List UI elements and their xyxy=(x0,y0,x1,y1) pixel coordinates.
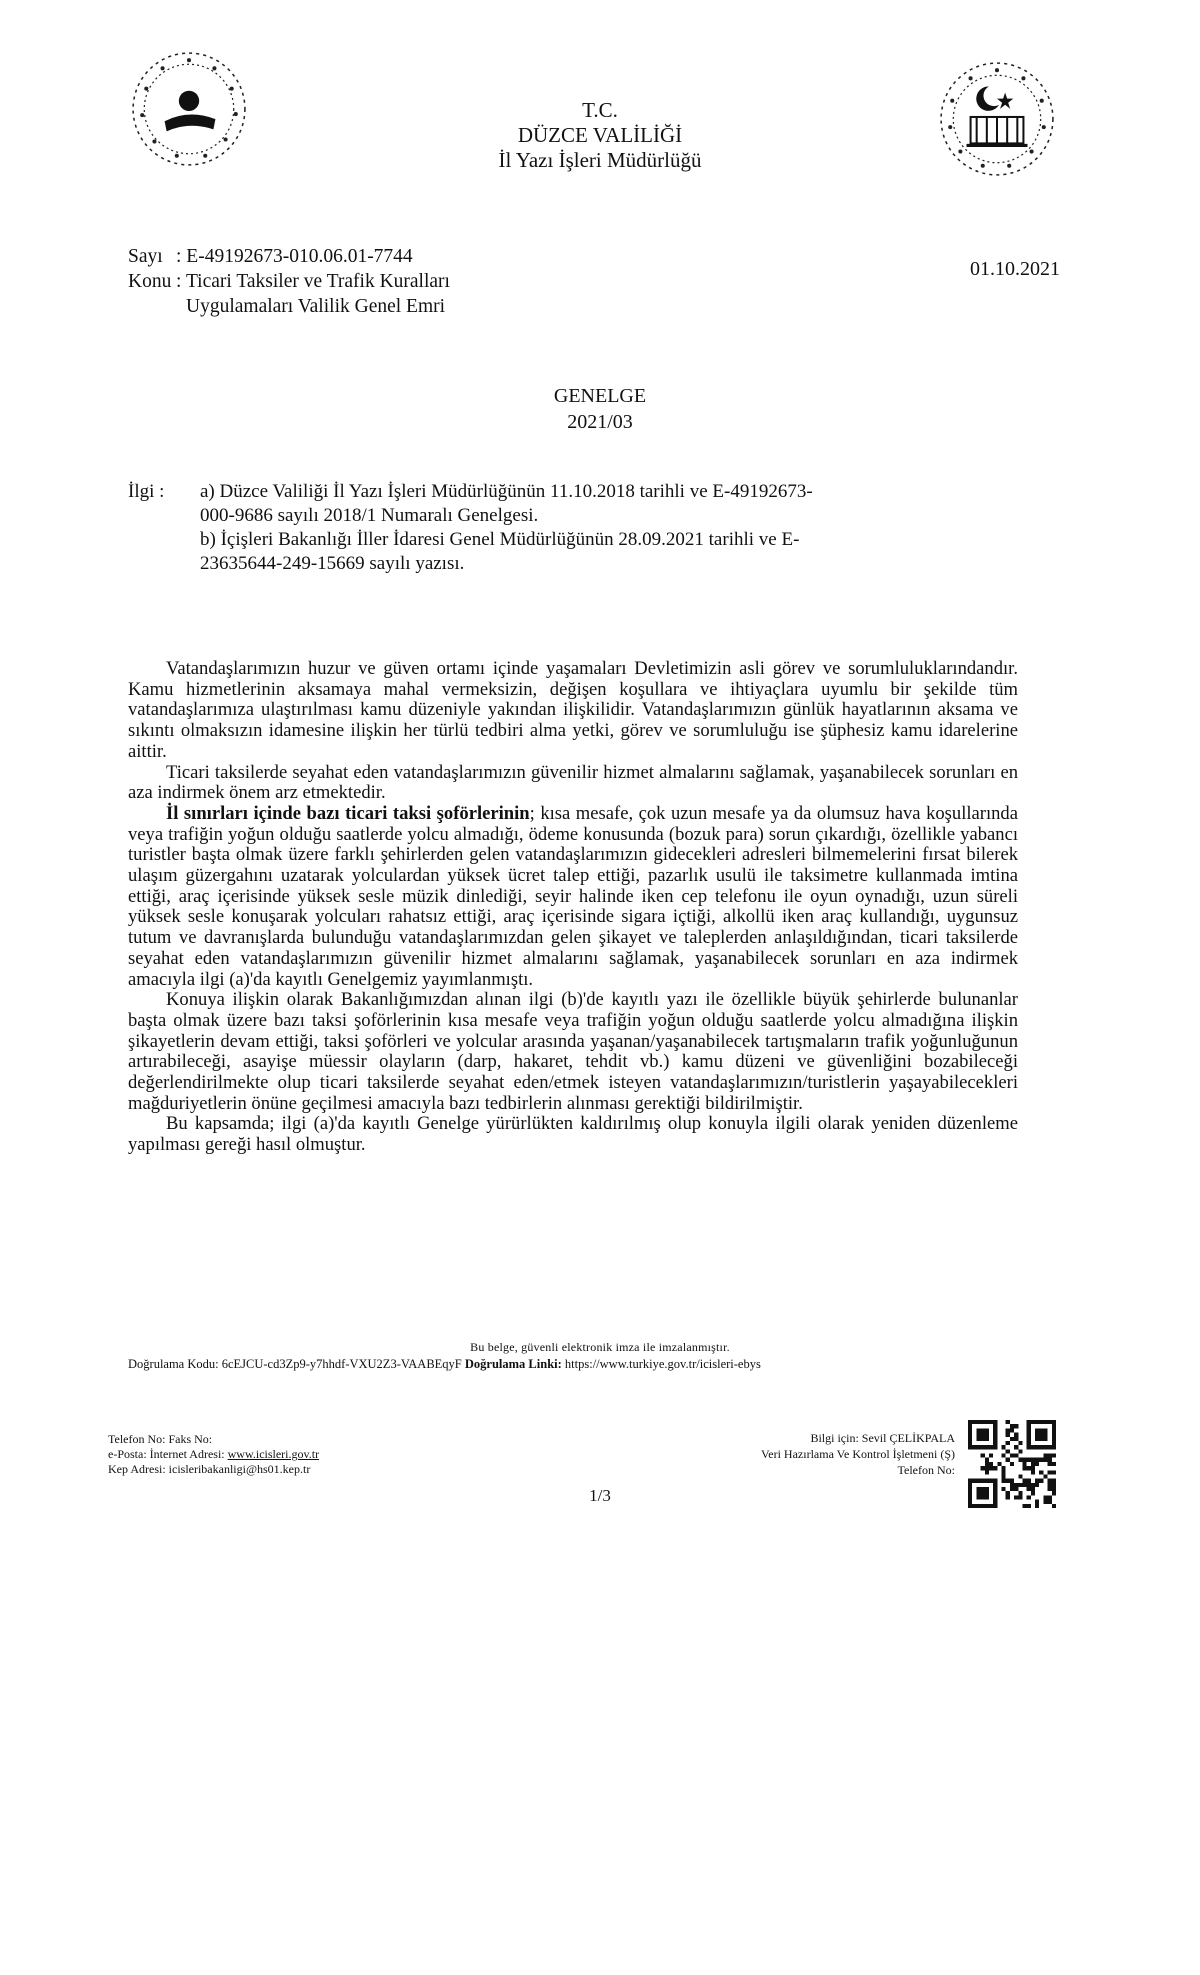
sayi-row xyxy=(128,244,450,269)
footer-info-title: Veri Hazırlama Ve Kontrol İşletmeni (Ş) xyxy=(760,1447,955,1461)
circular-title: GENELGE xyxy=(553,385,647,407)
konu-value-line1: : Ticari Taksiler ve Trafik Kuralları xyxy=(176,271,450,292)
footer-info xyxy=(761,1430,955,1478)
references-label: İlgi : xyxy=(128,481,165,502)
sayi-value: : E-49192673-010.06.01-7744 xyxy=(176,246,413,267)
footer-email-web xyxy=(108,1447,319,1462)
footer-kep: Kep Adresi: icisleribakanligi@hs01.kep.tr xyxy=(108,1462,311,1476)
references-block xyxy=(128,480,918,576)
footer-info-contact: Bilgi için: Sevil ÇELİKPALA xyxy=(810,1431,955,1445)
body-bold-phrase: İl sınırları içinde bazı ticari taksi şoförlerinin xyxy=(166,802,530,824)
header-line-directorate: İl Yazı İşleri Müdürlüğü xyxy=(498,148,702,172)
header-line-institution: DÜZCE VALİLİĞİ xyxy=(517,123,683,147)
reference-line: b) İçişleri Bakanlığı İller İdaresi Genel Müdürlüğünün 28.09.2021 tarihli ve E- xyxy=(200,529,800,550)
document-meta xyxy=(128,244,450,319)
konu-value-line2: Uygulamaları Valilik Genel Emri xyxy=(186,296,446,317)
header-line-tc: T.C. xyxy=(582,98,618,122)
konu-row xyxy=(128,269,450,294)
circular-number: 2021/03 xyxy=(567,411,633,433)
circular-heading xyxy=(0,383,1200,435)
page-number: 1/3 xyxy=(589,1486,611,1505)
footer-phone-fax: Telefon No: Faks No: xyxy=(108,1432,213,1446)
e-signature-note: Bu belge, güvenli elektronik imza ile imzalanmıştır. xyxy=(470,1340,730,1354)
verification-link[interactable]: https://www.turkiye.gov.tr/icisleri-ebys xyxy=(564,1357,761,1371)
body-paragraph-text: ; kısa mesafe, çok uzun mesafe ya da olumsuz hava koşullarında veya trafiğin yoğun olduğu saatlerde yolcu almadığı, ödeme konusunda (bozuk para) sorun çıkardığı, özellikle yabancı turistler başta olmak üzere farklı şehirlerden gelen vatandaşlarımızın gidecekleri adresleri bilmemelerini fırsat bilerek ulaşım güzergahını uzatarak yolculardan yüksek ücret talep ettiği, pazarlık usulü ile taksimetre kullanmada imtina ettiği, araç içerisinde yüksek sesle müzik dinlediği, seyir halinde iken cep telefonu ile oyun oynadığı, uzun süreli yüksek sesle konuşarak yolcuları rahatsız ettiği, araç içerisinde sigara içtiği, alkollü iken araç kullandığı, uygunsuz tutum ve davranışlarda bulunduğu vatandaşlarımızdan gelen şikayet ve taleplerden anlaşıldığından, ticari taksilerde seyahat eden vatandaşlarımızın güvenilir hizmet almalarını sağlamak, yaşanabilecek sorunları en aza indirmek amacıyla ilgi (a)'da kayıtlı Genelgemiz yayımlanmıştı. xyxy=(128,802,1018,990)
body-paragraph: Vatandaşlarımızın huzur ve güven ortamı içinde yaşamaları Devletimizin asli görev ve sorumluluklarındandır. Kamu hizmetlerinin aksamaya mahal vermeksizin, değişen koşullara ve ihtiyaçlara uyumlu bir şekilde tüm vatandaşlarımıza ulaştırılması kamu düzeniyle yakından ilişkilidir. Vatandaşlarımızın günlük hayatlarının aksama ve sıkıntı olmaksızın idamesine ilişkin her türlü tedbiri alma yetki, görev ve sorumluluğu ise şüphesiz kamu idarelerine aittir. xyxy=(128,658,1018,762)
reference-line: 23635644-249-15669 sayılı yazısı. xyxy=(200,553,465,574)
body-paragraph: Konuya ilişkin olarak Bakanlığımızdan alınan ilgi (b)'de kayıtlı yazı ile özellikle büyük şehirlerde bulunanlar başta olmak üzere bazı taksi şoförlerinin kısa mesafe veya trafiğin yoğun olduğu saatlerde yolcu almadığına ilişkin şikayetlerin devam ettiği, taksi şoförleri ve yolcular arasında yaşanan/yaşanabilecek tartışmaların trafik yoğunluğunun artırabileceği, asayişe müessir olayların (darp, hakaret, tehdit vb.) kamu düzeni ve güvenliğini bozabileceği değerlendirilmekte olup ticari taksilerde seyahat eden/etmek isteyen vatandaşlarımızın/turistlerin yaşayabilecekleri mağduriyetlerin önüne geçilmesi amacıyla bazı tedbirlerin alınması gerektiği bildirilmiştir. xyxy=(128,989,1018,1114)
document-date: 01.10.2021 xyxy=(970,258,1060,280)
verification-code: 6cEJCU-cd3Zp9-y7hhdf-VXU2Z3-VAABEqyF xyxy=(221,1357,462,1371)
footer-contact xyxy=(108,1432,319,1477)
reference-line: a) Düzce Valiliği İl Yazı İşleri Müdürlüğünün 11.10.2018 tarihli ve E-49192673- xyxy=(200,481,813,502)
body-paragraph xyxy=(128,804,1018,990)
verification-code-label: Doğrulama Kodu: xyxy=(128,1357,219,1371)
footer-web-link[interactable]: www.icisleri.gov.tr xyxy=(227,1447,320,1461)
body-paragraph: Bu kapsamda; ilgi (a)'da kayıtlı Genelge yürürlükten kaldırılmış olup konuyla ilgili olarak yeniden düzenleme yapılması gereği hasıl olmuştur. xyxy=(128,1113,1018,1156)
konu-label: Konu xyxy=(128,271,172,292)
verification-link-label: Doğrulama Linki: xyxy=(464,1357,562,1371)
circular-body xyxy=(128,659,1018,1156)
konu-row-2 xyxy=(128,294,450,319)
sayi-label: Sayı xyxy=(128,246,163,267)
footer-info-phone: Telefon No: xyxy=(897,1463,955,1477)
verification-line xyxy=(128,1357,1058,1372)
letterhead xyxy=(0,98,1200,173)
body-paragraph: Ticari taksilerde seyahat eden vatandaşlarımızın güvenilir hizmet almalarını sağlamak, yaşanabilecek sorunları en aza indirmek önem arz etmektedir. xyxy=(128,761,1018,804)
footer-email-web-label: e-Posta: İnternet Adresi: xyxy=(108,1447,225,1461)
reference-line: 000-9686 sayılı 2018/1 Numaralı Genelgesi. xyxy=(200,505,539,526)
